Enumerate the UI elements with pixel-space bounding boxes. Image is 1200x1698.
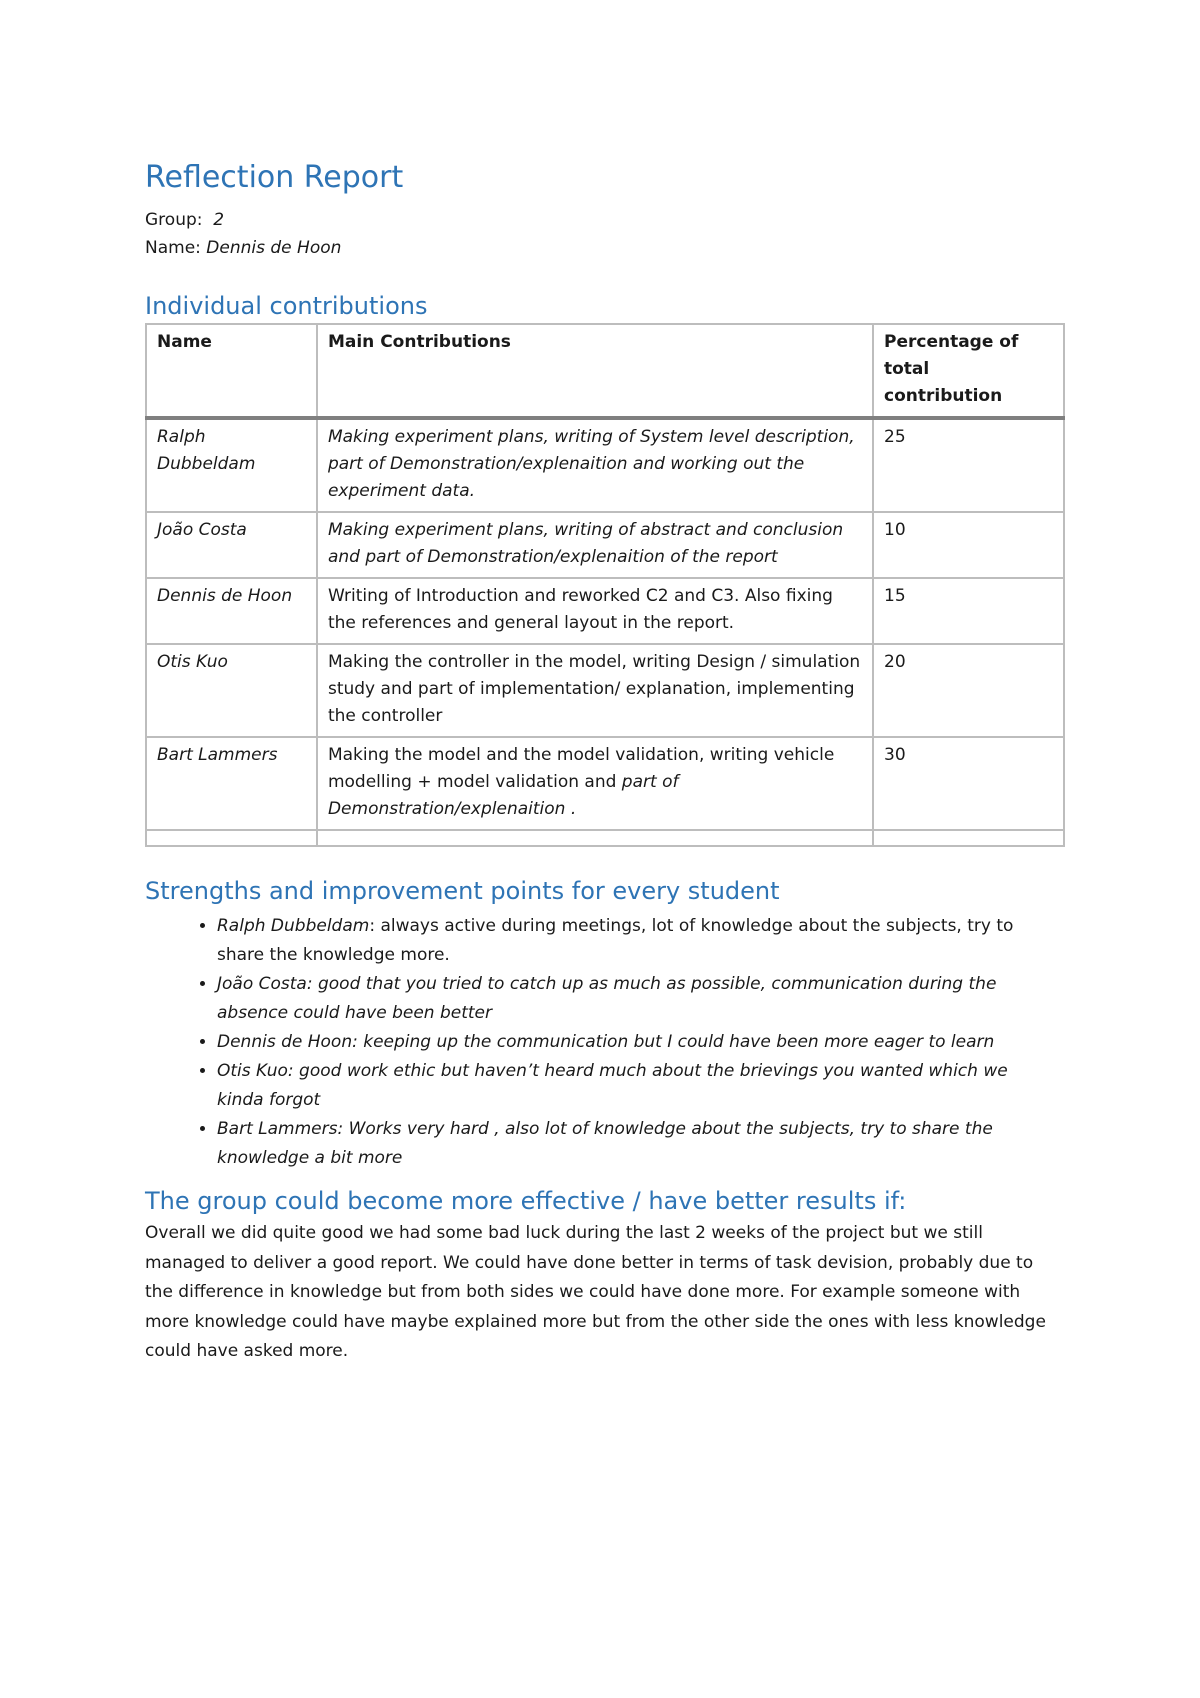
cell-main: Writing of Introduction and reworked C2 and C3. Also fixing the references and general layout in the report. (317, 578, 873, 644)
cell-empty (873, 830, 1064, 846)
cell-main: Making experiment plans, writing of System level description, part of Demonstration/explenaition and working out the experiment data. (317, 418, 873, 512)
cell-percentage: 20 (873, 644, 1064, 737)
cell-name: Dennis de Hoon (146, 578, 317, 644)
table-row-empty (146, 830, 1064, 846)
list-item: • Dennis de Hoon: keeping up the communication but I could have been more eager to learn (217, 1028, 1055, 1057)
document-page (145, 160, 1055, 1367)
name-line (145, 234, 1055, 262)
effective-paragraph: Overall we did quite good we had some bad luck during the last 2 weeks of the project but we still managed to deliver a good report. We could have done better in terms of task devision, probably due to the difference in knowledge but from both sides we could have done more. For example someone with more knowledge could have maybe explained more but from the other side the ones with less knowledge could have asked more. (145, 1223, 1046, 1362)
list-item: • João Costa: good that you tried to catch up as much as possible, communication during the absence could have been better (217, 970, 1055, 1028)
cell-empty (317, 830, 873, 846)
table-row (146, 512, 1064, 578)
cell-percentage: 25 (873, 418, 1064, 512)
cell-percentage: 15 (873, 578, 1064, 644)
cell-name: João Costa (146, 512, 317, 578)
group-label: Group: (145, 210, 203, 230)
cell-main: Making the controller in the model, writing Design / simulation study and part of implementation/ explanation, implementing the controller (317, 644, 873, 737)
group-value: 2 (213, 210, 225, 230)
table-header-row (146, 324, 1064, 418)
effective-heading: The group could become more effective / have better results if: (145, 1186, 907, 1215)
cell-main-italic: part of Demonstration/explenaition . (327, 771, 679, 819)
group-line (145, 206, 1055, 234)
contributions-table (145, 323, 1065, 847)
contributions-heading: Individual contributions (145, 292, 428, 320)
table-row (146, 418, 1064, 512)
table-row (146, 644, 1064, 737)
cell-main-text: Making the model and the model validation, writing vehicle modelling + model validation and (327, 744, 835, 792)
cell-name: Ralph Dubbeldam (146, 418, 317, 512)
header-percentage: Percentage of total contribution (873, 324, 1064, 418)
header-name: Name (146, 324, 317, 418)
cell-main: Making experiment plans, writing of abstract and conclusion and part of Demonstration/explenaition of the report (317, 512, 873, 578)
cell-name: Bart Lammers (146, 737, 317, 830)
header-main: Main Contributions (317, 324, 873, 418)
table-row (146, 578, 1064, 644)
table-row (146, 737, 1064, 830)
list-item: • Otis Kuo: good work ethic but haven’t heard much about the brievings you wanted which we kinda forgot (217, 1057, 1055, 1115)
strengths-list (145, 912, 1055, 1173)
cell-main (317, 737, 873, 830)
cell-percentage: 10 (873, 512, 1064, 578)
strengths-heading: Strengths and improvement points for every student (145, 876, 780, 905)
cell-empty (146, 830, 317, 846)
student-feedback: : always active during meetings, lot of knowledge about the subjects, try to share the knowledge more. (217, 915, 1014, 965)
cell-name: Otis Kuo (146, 644, 317, 737)
list-item: • Bart Lammers: Works very hard , also lot of knowledge about the subjects, try to share the knowledge a bit more (217, 1115, 1055, 1173)
name-value: Dennis de Hoon (206, 238, 342, 258)
list-item (217, 912, 1055, 970)
page-title: Reflection Report (145, 160, 404, 195)
cell-percentage: 30 (873, 737, 1064, 830)
student-name: Ralph Dubbeldam (217, 915, 370, 936)
name-label: Name: (145, 238, 201, 258)
